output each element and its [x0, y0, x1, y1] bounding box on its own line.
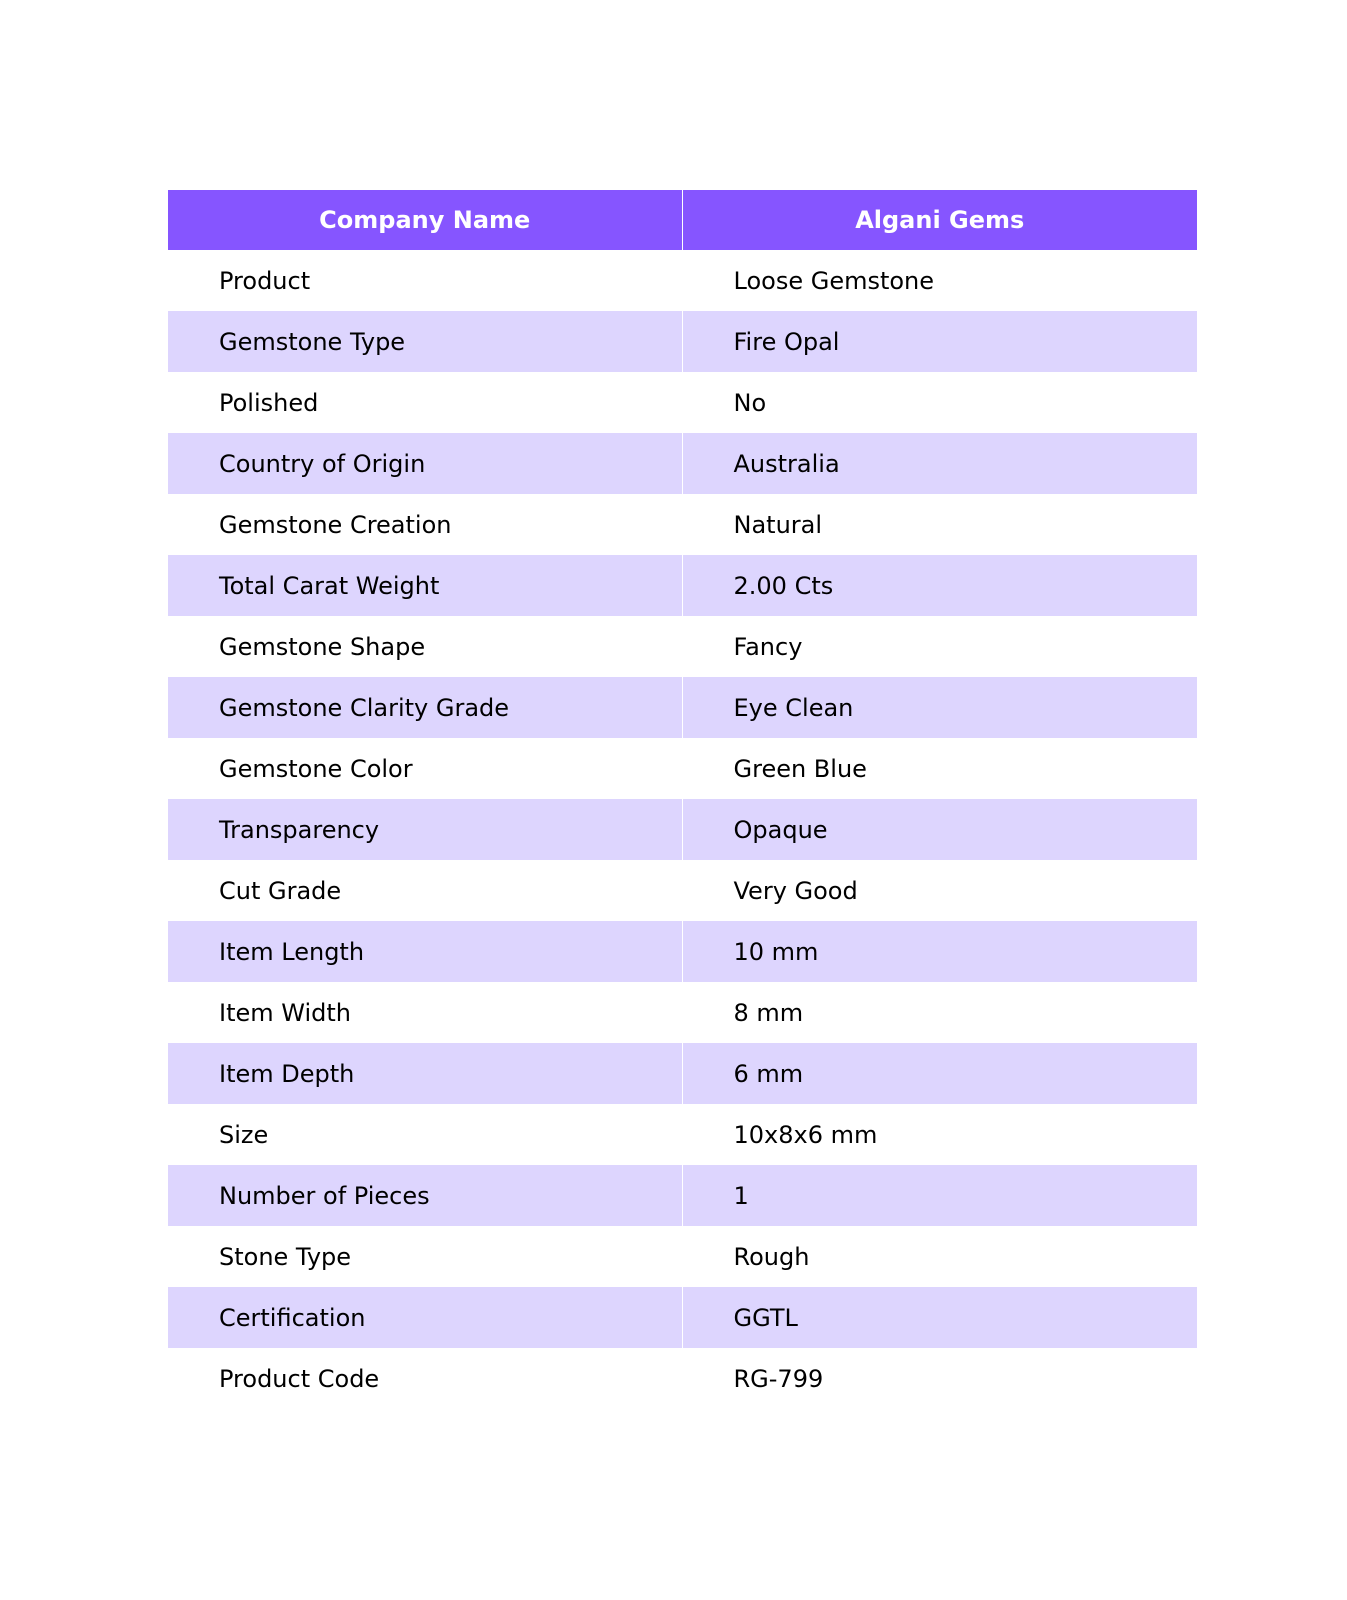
row-value: 10x8x6 mm — [682, 1104, 1197, 1165]
row-label: Gemstone Clarity Grade — [168, 677, 682, 738]
row-label: Item Depth — [168, 1043, 682, 1104]
row-label: Gemstone Creation — [219, 510, 452, 539]
table-row — [168, 1226, 1197, 1287]
row-value: Fire Opal — [682, 311, 1197, 372]
header-row — [168, 190, 1197, 250]
table-row — [168, 1287, 1197, 1348]
table-row — [168, 1043, 1197, 1104]
row-value: Fancy — [682, 616, 1197, 677]
row-label: Gemstone Shape — [219, 632, 426, 661]
row-label: Gemstone Color — [219, 754, 413, 783]
row-value: Green Blue — [682, 738, 1197, 799]
row-value: No — [682, 372, 1197, 433]
row-label: Size — [219, 1120, 269, 1149]
table-row — [168, 616, 1197, 677]
header-value: Algani Gems — [682, 190, 1197, 250]
header-label: Company Name — [168, 190, 682, 250]
row-value: Very Good — [682, 860, 1197, 921]
row-value: RG-799 — [682, 1348, 1197, 1409]
row-value: Rough — [682, 1226, 1197, 1287]
table-row — [168, 555, 1197, 616]
table-row — [168, 1104, 1197, 1165]
row-label: Polished — [219, 388, 319, 417]
row-label: Cut Grade — [219, 876, 342, 905]
row-label: Number of Pieces — [168, 1165, 682, 1226]
row-value: Loose Gemstone — [682, 250, 1197, 311]
row-label: Transparency — [168, 799, 682, 860]
row-value: Opaque — [682, 799, 1197, 860]
table-row — [168, 250, 1197, 311]
row-label: Certification — [168, 1287, 682, 1348]
table-row — [168, 1348, 1197, 1409]
row-value: GGTL — [682, 1287, 1197, 1348]
row-value: Eye Clean — [682, 677, 1197, 738]
table-row — [168, 677, 1197, 738]
spec-table — [168, 190, 1197, 1409]
row-value: Australia — [682, 433, 1197, 494]
row-label: Product Code — [219, 1364, 380, 1393]
table-row — [168, 799, 1197, 860]
row-label: Stone Type — [219, 1242, 352, 1271]
table-row — [168, 860, 1197, 921]
table-row — [168, 494, 1197, 555]
row-value: 8 mm — [682, 982, 1197, 1043]
row-value: 1 — [682, 1165, 1197, 1226]
row-label: Gemstone Type — [168, 311, 682, 372]
row-label: Item Width — [219, 998, 351, 1027]
row-value: 2.00 Cts — [682, 555, 1197, 616]
row-label: Product — [219, 266, 311, 295]
table-row — [168, 433, 1197, 494]
table-row — [168, 982, 1197, 1043]
table-row — [168, 738, 1197, 799]
row-value: 10 mm — [682, 921, 1197, 982]
row-label: Country of Origin — [168, 433, 682, 494]
table-row — [168, 921, 1197, 982]
table-row — [168, 1165, 1197, 1226]
table-row — [168, 372, 1197, 433]
table-row — [168, 311, 1197, 372]
row-label: Item Length — [168, 921, 682, 982]
row-value: Natural — [682, 494, 1197, 555]
row-value: 6 mm — [682, 1043, 1197, 1104]
row-label: Total Carat Weight — [168, 555, 682, 616]
